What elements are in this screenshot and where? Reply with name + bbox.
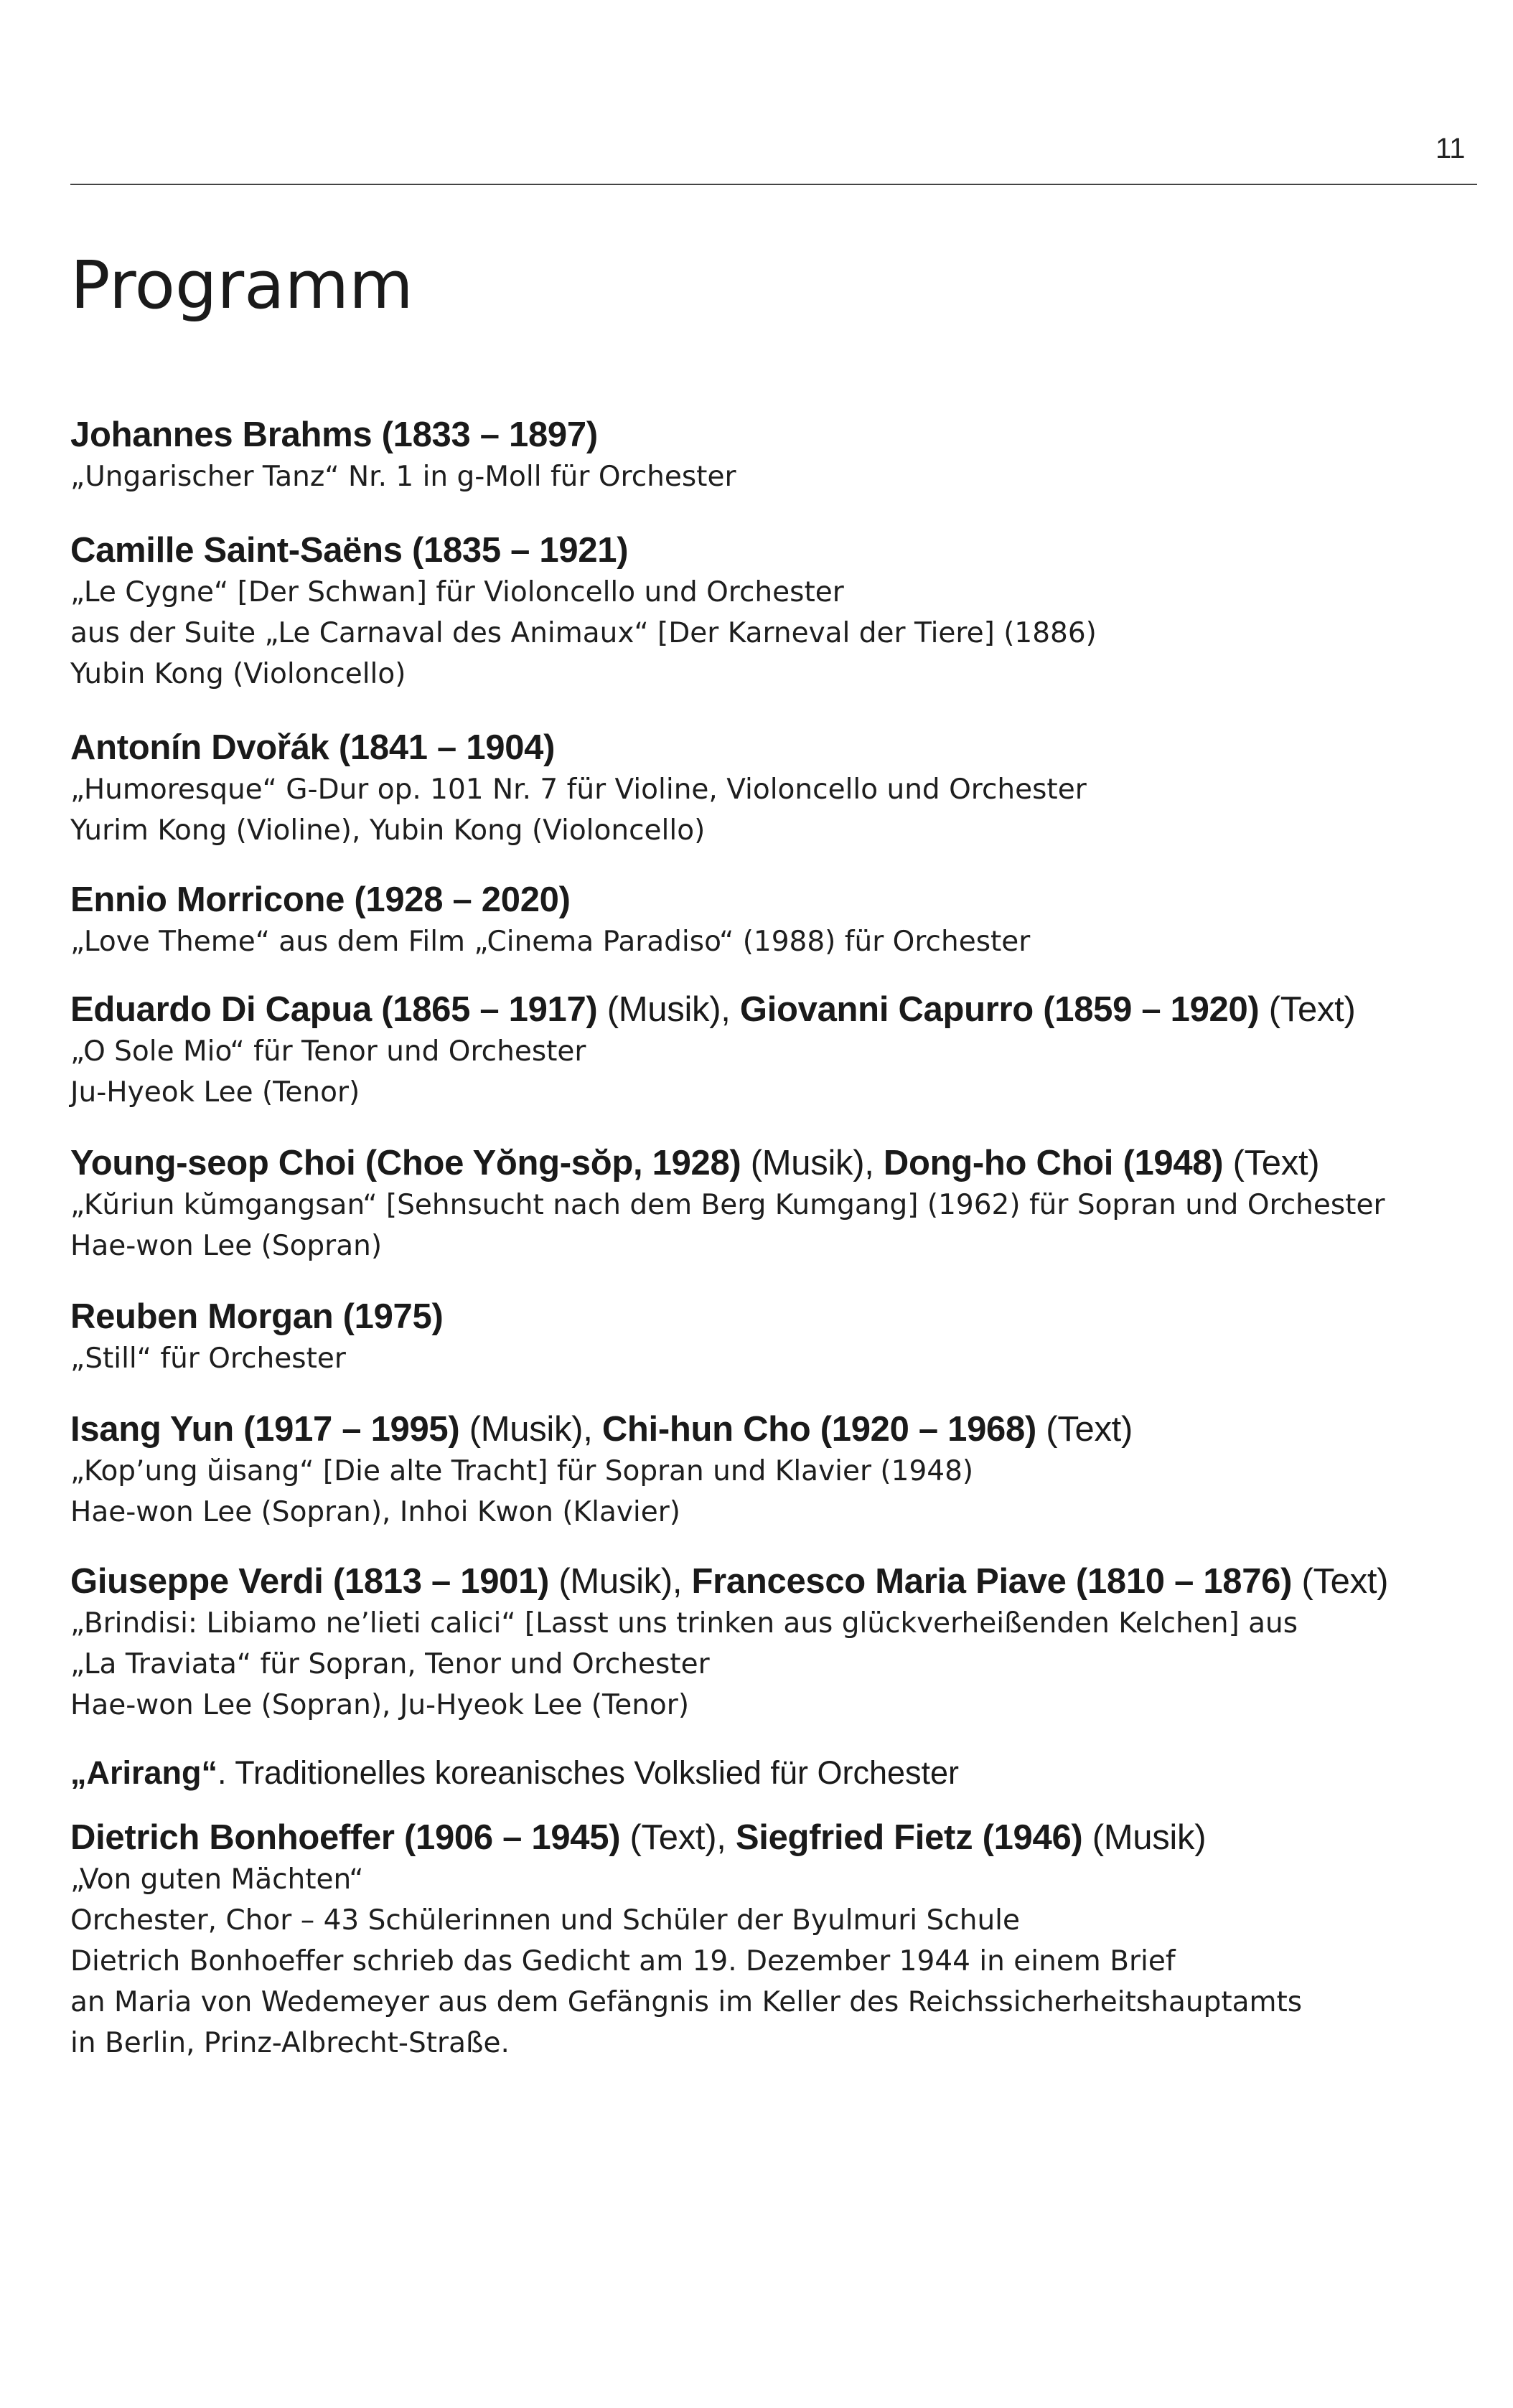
entry-line: an Maria von Wedemeyer aus dem Gefängnis im Keller des Reichssicherheitshauptamts — [70, 1986, 1303, 2018]
program-entry — [70, 726, 1456, 851]
entry-heading — [70, 1816, 1456, 1859]
entry-heading — [70, 988, 1456, 1031]
program-entry — [70, 988, 1456, 1113]
entry-heading-role: (Musik), — [549, 1562, 692, 1601]
program-entry — [70, 1142, 1456, 1266]
entry-heading-name: Isang Yun (1917 – 1995) — [70, 1410, 460, 1449]
entry-heading — [70, 1560, 1456, 1603]
entry-heading-role: (Text) — [1292, 1562, 1389, 1601]
entry-heading-name: Young-seop Choi (Choe Yŏng-sŏp, 1928) — [70, 1144, 741, 1182]
program-list — [70, 387, 1456, 2064]
entry-line: „Kop’ung ŭisang“ [Die alte Tracht] für Sopran und Klavier (1948) — [70, 1455, 974, 1487]
program-entry — [70, 1408, 1456, 1533]
entry-heading-name: Camille Saint-Saëns (1835 – 1921) — [70, 531, 629, 570]
program-entry — [70, 413, 1456, 497]
header-rule — [70, 184, 1477, 185]
entry-line: „Ungarischer Tanz“ Nr. 1 in g-Moll für Orchester — [70, 461, 736, 493]
entry-heading — [70, 878, 1456, 921]
page-title: Programm — [70, 247, 413, 324]
entry-heading-role: (Musik), — [741, 1144, 884, 1182]
entry-heading-name: Francesco Maria Piave (1810 – 1876) — [691, 1562, 1293, 1601]
entry-line: „Von guten Mächten“ — [70, 1863, 364, 1896]
program-entry — [70, 878, 1456, 962]
entry-line: „Brindisi: Libiamo ne’lieti calici“ [Lasst uns trinken aus glückverheißenden Kelchen] aus — [70, 1607, 1298, 1640]
entry-heading — [70, 726, 1456, 769]
entry-heading-name: Giovanni Capurro (1859 – 1920) — [739, 990, 1260, 1029]
entry-heading-name: Antonín Dvořák (1841 – 1904) — [70, 728, 556, 767]
entry-line: aus der Suite „Le Carnaval des Animaux“ [Der Karneval der Tiere] (1886) — [70, 617, 1097, 649]
program-entry — [70, 1560, 1456, 1726]
entry-line: Hae-won Lee (Sopran) — [70, 1230, 383, 1262]
program-entry — [70, 529, 1456, 695]
entry-heading-role: . Traditionelles koreanisches Volkslied für Orchester — [217, 1754, 960, 1791]
entry-heading — [70, 1295, 1456, 1338]
program-entry — [70, 1295, 1456, 1379]
entry-line: Yurim Kong (Violine), Yubin Kong (Violoncello) — [70, 814, 706, 847]
entry-heading-name: „Arirang“ — [70, 1754, 218, 1791]
entry-line: Orchester, Chor – 43 Schülerinnen und Schüler der Byulmuri Schule — [70, 1904, 1020, 1937]
entry-line: „Humoresque“ G-Dur op. 101 Nr. 7 für Violine, Violoncello und Orchester — [70, 773, 1087, 806]
entry-heading-role: (Musik), — [597, 990, 740, 1029]
entry-line: „Kŭriun kŭmgangsan“ [Sehnsucht nach dem Berg Kumgang] (1962) für Sopran und Orchester — [70, 1189, 1385, 1221]
entry-line: Hae-won Lee (Sopran), Ju-Hyeok Lee (Tenor) — [70, 1689, 690, 1721]
entry-heading-role: (Musik) — [1082, 1818, 1207, 1857]
entry-heading-role: (Text) — [1036, 1410, 1133, 1449]
entry-heading-name: Giuseppe Verdi (1813 – 1901) — [70, 1562, 550, 1601]
entry-heading-name: Chi-hun Cho (1920 – 1968) — [601, 1410, 1036, 1449]
entry-heading — [70, 1408, 1456, 1451]
entry-heading-name: Dong-ho Choi (1948) — [883, 1144, 1224, 1182]
entry-line: Ju-Hyeok Lee (Tenor) — [70, 1076, 360, 1109]
entry-heading — [70, 529, 1456, 572]
entry-heading-name: Dietrich Bonhoeffer (1906 – 1945) — [70, 1818, 621, 1857]
entry-line: „Le Cygne“ [Der Schwan] für Violoncello und Orchester — [70, 576, 844, 608]
entry-heading — [70, 1751, 1456, 1795]
entry-heading-name: Johannes Brahms (1833 – 1897) — [70, 415, 598, 454]
entry-line: „Still“ für Orchester — [70, 1342, 346, 1375]
entry-heading — [70, 1142, 1456, 1185]
entry-heading-name: Siegfried Fietz (1946) — [735, 1818, 1083, 1857]
entry-line: „Love Theme“ aus dem Film „Cinema Paradiso“ (1988) für Orchester — [70, 926, 1031, 958]
entry-heading-role: (Musik), — [459, 1410, 602, 1449]
entry-line: „La Traviata“ für Sopran, Tenor und Orchester — [70, 1648, 710, 1680]
entry-line: in Berlin, Prinz-Albrecht-Straße. — [70, 2027, 510, 2059]
entry-line: „O Sole Mio“ für Tenor und Orchester — [70, 1035, 586, 1068]
entry-heading — [70, 413, 1456, 456]
page-number: 11 — [1435, 133, 1466, 164]
entry-line: Dietrich Bonhoeffer schrieb das Gedicht am 19. Dezember 1944 in einem Brief — [70, 1945, 1176, 1977]
entry-heading-name: Ennio Morricone (1928 – 2020) — [70, 880, 571, 919]
entry-line: Hae-won Lee (Sopran), Inhoi Kwon (Klavier) — [70, 1496, 681, 1528]
entry-heading-name: Reuben Morgan (1975) — [70, 1297, 444, 1336]
program-entry — [70, 1816, 1456, 2064]
entry-heading-role: (Text), — [620, 1818, 736, 1857]
entry-heading-role: (Text) — [1223, 1144, 1320, 1182]
entry-heading-role: (Text) — [1259, 990, 1356, 1029]
entry-line: Yubin Kong (Violoncello) — [70, 658, 406, 690]
program-entry — [70, 1751, 1456, 1795]
entry-heading-name: Eduardo Di Capua (1865 – 1917) — [70, 990, 598, 1029]
